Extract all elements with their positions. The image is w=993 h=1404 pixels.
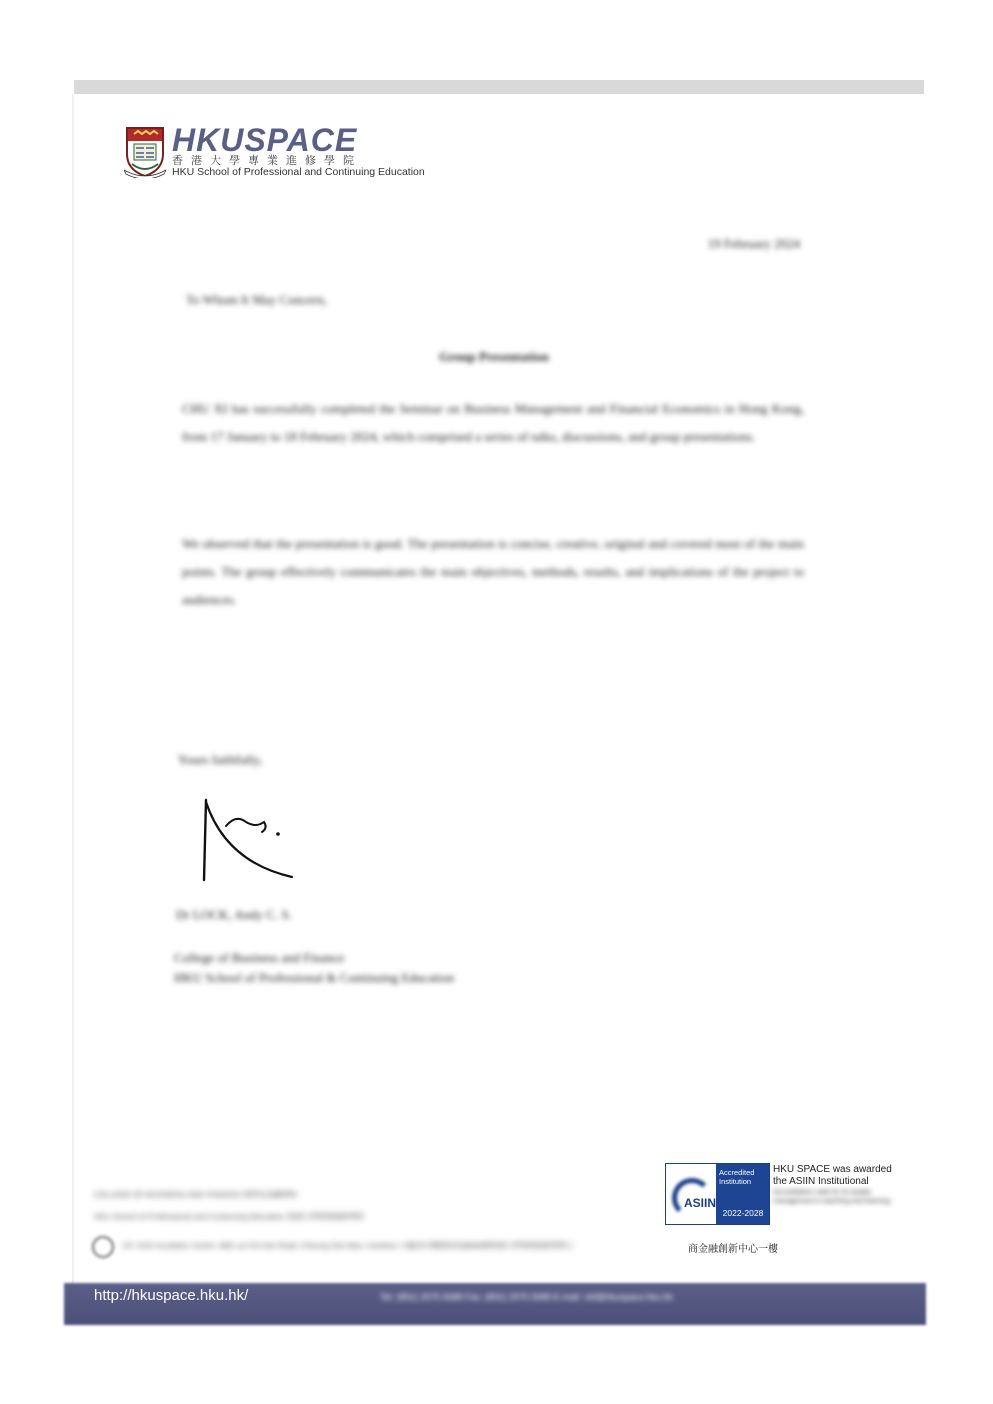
footer-address-line: 1/F, SUD Incubator Centre, 888 Lai Chi Kok Road, Cheung Sha Wan, Kowloon 九龍長沙灣荔枝角道888號香港大學專業進修學院工 (122, 1241, 575, 1250)
letter-subject: Group Presentation (439, 349, 549, 364)
logo-english-name: HKU School of Professional and Continuing Education (172, 166, 425, 178)
signer-name: Dr LOCK, Andy C. S. (176, 907, 292, 922)
logo-wordmark: HKUSPACE (172, 122, 358, 158)
salutation: To Whom It May Concern, (186, 292, 327, 307)
signer-title (174, 948, 454, 988)
signer-title-line-1: College of Business and Finance (174, 950, 345, 965)
letter-date: 19 February 2024 (707, 236, 800, 251)
award-text-detail: Accreditation valid for its quality management in teaching and learning (773, 1189, 891, 1205)
university-crest-icon (124, 126, 166, 178)
award-text: HKU SPACE was awarded the ASIIN Institutional (773, 1164, 892, 1187)
body-paragraph-1: CHU XI has successfully completed the Seminar on Business Management and Financial Economics in Hong Kong, from 17 January to 18 February 2024, which comprised a series of talks, discussions, and group presentations. (182, 401, 804, 444)
asiin-accreditation-badge (665, 1163, 770, 1225)
badge-agency: ASIIN (684, 1196, 717, 1210)
signer-title-line-2: HKU School of Professional & Continuing Education (174, 970, 455, 985)
footer-address-chinese: 商金融創新中心一樓 (688, 1244, 778, 1255)
footer-school-line: HKU School of Professional and Continuing Education 香港大學專業進修學院 (94, 1212, 365, 1221)
hku-space-logo (124, 124, 424, 180)
badge-accredited-label: Accredited Institution (719, 1168, 755, 1186)
footer-college-line: COLLEGE OF BUSINESS AND FINANCE 商學及金融學院 (94, 1190, 297, 1199)
page-left-edge (72, 94, 74, 1284)
page-top-edge (74, 80, 924, 94)
footer-url-link[interactable]: http://hkuspace.hku.hk/ (94, 1287, 249, 1304)
logo-chinese-name: 香港大學專業進修學院 (172, 154, 362, 167)
handwritten-signature (196, 792, 306, 887)
body-paragraph-2: We observed that the presentation is good. The presentation is concise, creative, original and covered most of the main points. The group effectively communicates the main objectives, methods, results, and implications of the project to audiences. (182, 536, 804, 607)
badge-years: 2022-2028 (722, 1208, 764, 1218)
location-icon (92, 1236, 114, 1258)
footer-contact: Tel: (852) 2975 5588 Fax: (852) 2975 5589 E-mail: cbf@hkuspace.hku.hk (380, 1292, 673, 1302)
closing-line: Yours faithfully, (178, 752, 263, 767)
